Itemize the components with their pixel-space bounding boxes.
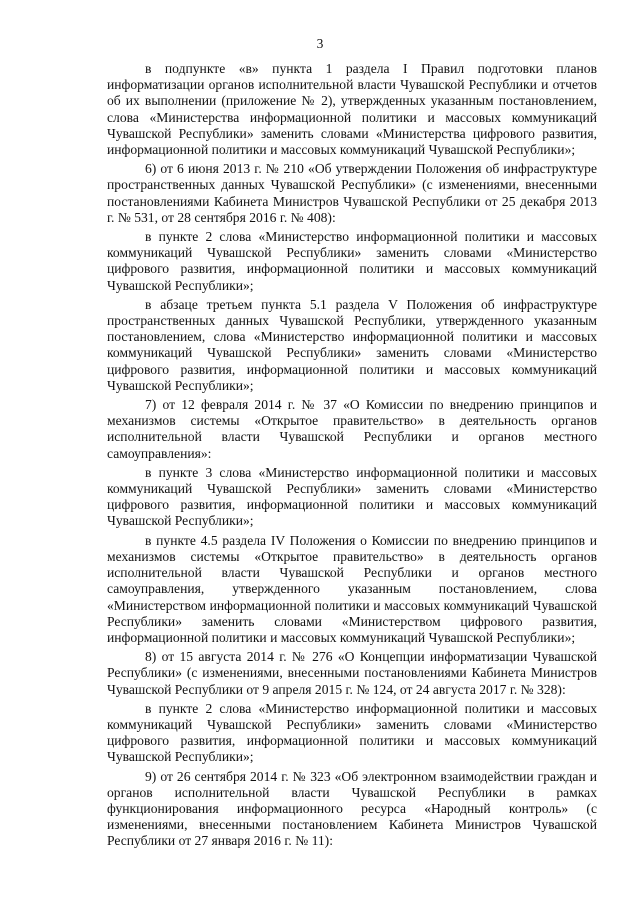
document-body — [107, 61, 597, 853]
paragraph: в пункте 4.5 раздела IV Положения о Комиссии по внедрению принципов и механизмов системы «Открытое правительство» в деятельность органов исполнительной власти Чувашской Республики и органов местного самоуправления, утвержденного указанным постановлением, слова «Министерством информационной политики и массовых коммуникаций Чувашской Республики» заменить словами «Министерством цифрового развития, информационной политики и массовых коммуникаций Чувашской Республики»; — [107, 532, 597, 645]
paragraph: в пункте 2 слова «Министерство информационной политики и массовых коммуникаций Чувашской Республики» заменить словами «Министерство цифрового развития, информационной политики и массовых коммуникаций Чувашской Республики»; — [107, 229, 597, 293]
paragraph: в пункте 2 слова «Министерство информационной политики и массовых коммуникаций Чувашской Республики» заменить словами «Министерство цифрового развития, информационной политики и массовых коммуникаций Чувашской Республики»; — [107, 700, 597, 765]
paragraph: 6) от 6 июня 2013 г. № 210 «Об утверждении Положения об инфраструктуре пространственных данных Чувашской Республики» (с изменениями, внесенными постановлениями Кабинета Министров Чувашской Республики от 25 декабря 2013 г. № 531, от 28 сентября 2016 г. № 408): — [107, 161, 597, 225]
page-number: 3 — [316, 36, 324, 51]
paragraph: в пункте 3 слова «Министерство информационной политики и массовых коммуникаций Чувашской Республики» заменить словами «Министерство цифрового развития, информационной политики и массовых коммуникаций Чувашской Республики»; — [107, 464, 597, 529]
paragraph: 9) от 26 сентября 2014 г. № 323 «Об электронном взаимодействии граждан и органов исполнительной власти Чувашской Республики в рамках функционирования информационного ресурса «Народный контроль» (с изменениями, внесенными постановлением Кабинета Министров Чувашской Республики от 27 января 2016 г. № 11): — [107, 768, 597, 849]
paragraph: 8) от 15 августа 2014 г. № 276 «О Концепции информатизации Чувашской Республики» (с изменениями, внесенными постановлениями Кабинета Министров Чувашской Республики от 9 апреля 2015 г. № 124, от 24 августа 2017 г. № 328): — [107, 649, 597, 697]
paragraph: в подпункте «в» пункта 1 раздела I Правил подготовки планов информатизации органов исполнительной власти Чувашской Республики и отчетов об их выполнении (приложение № 2), утвержденных указанным постановлением, слова «Министерства информационной политики и массовых коммуникаций Чувашской Республики» заменить словами «Министерства цифрового развития, информационной политики и массовых коммуникаций Чувашской Республики»; — [107, 61, 597, 158]
paragraph: в абзаце третьем пункта 5.1 раздела V Положения об инфраструктуре пространственных данных Чувашской Республики, утвержденного указанным постановлением, слова «Министерство информационной политики и массовых коммуникаций Чувашской Республики» заменить словами «Министерство цифрового развития, информационной политики и массовых коммуникаций Чувашской Республики»; — [107, 296, 597, 393]
paragraph: 7) от 12 февраля 2014 г. № 37 «О Комиссии по внедрению принципов и механизмов системы «Открытое правительство» в деятельность органов исполнительной власти Чувашской Республики и органов местного самоуправления»: — [107, 397, 597, 461]
